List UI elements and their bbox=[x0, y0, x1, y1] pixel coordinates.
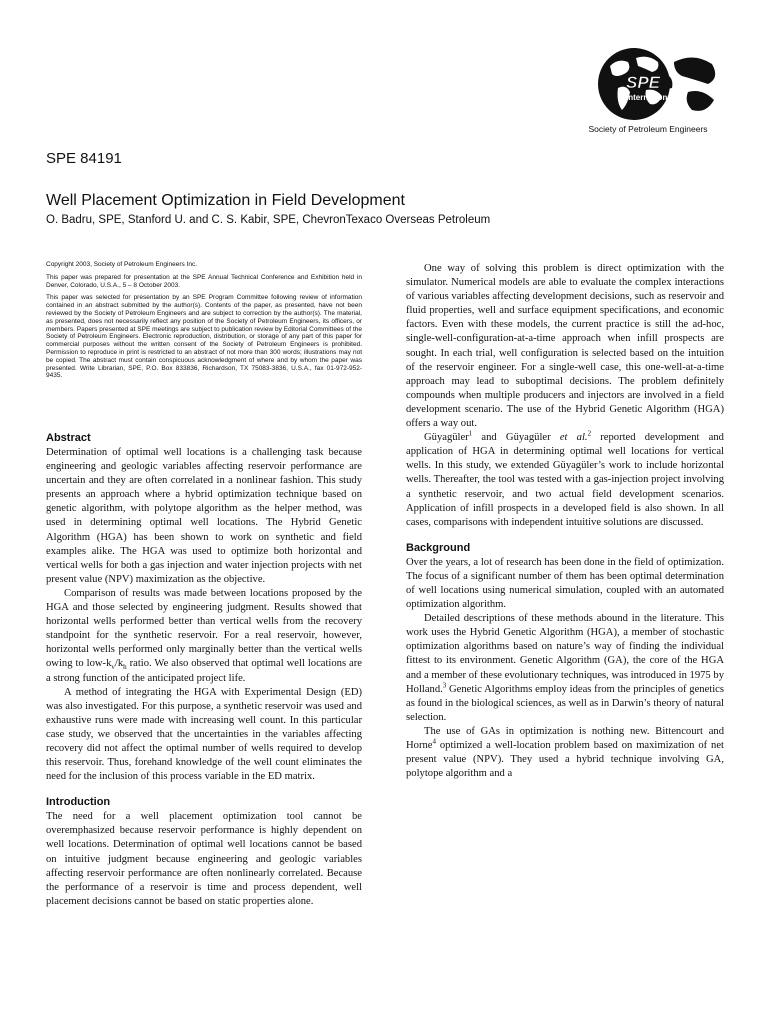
background-heading: Background bbox=[406, 541, 471, 554]
introduction-paragraph-2: One way of solving this problem is direct optimization with the simulator. Numerical models are able to evaluate the complex interactions of various variables affecting development decisions, such as reservoir and fluid properties, well and surface equipment specifications, and economic factors. Even with these models, the current practice is still the ad-hoc, single-well-configuration-at-a-time approach when infill prospects are sought. In each trial, well configuration is selected based on the intuition of the reservoir engineer. For a single-well case, this one-well-at-a-time approach may lead to suboptimal decisions. The problem definitely compounds when multiple producers and injectors are involved in a field development scenario. The use of the Hybrid Genetic Algorithm (HGA) offers a way out. bbox=[406, 263, 724, 430]
paper-title: Well Placement Optimization in Field Development bbox=[46, 192, 405, 209]
left-column bbox=[46, 432, 362, 909]
copyright-notice: Copyright 2003, Society of Petroleum Engineers Inc. bbox=[46, 261, 198, 268]
introduction-paragraph-1: The need for a well placement optimization tool cannot be overemphasized because reservoir performance is highly dependent on well locations. Determination of optimal well locations cannot be based on intuitive judgment because engineering and geologic variables affecting reservoir performance are often nonlinearly correlated. Because the performance of a reservoir is time and process dependent, well placement decisions cannot be based on static properties alone. bbox=[46, 811, 362, 907]
abstract-paragraph-2: Comparison of results was made between locations proposed by the HGA and those selected by engineering judgment. Results showed that horizontal wells performed better than vertical wells from the recovery standpoint for the synthetic reservoir. For a real reservoir, however, horizontal wells performed only marginally better than the vertical wells owing to low-$k_v/k_h$ ratio. We also observed that optimal well locations are a strong function of the anticipated project life. bbox=[46, 587, 362, 684]
background-paragraph-3: The use of GAs in optimization is nothing new. Bittencourt and Horne$^4$ optimized a well-location problem based on maximization of net present value (NPV). They used a hybrid technique involving GA, polytope algorithm and a bbox=[406, 725, 724, 780]
selection-notice: This paper was selected for presentation by an SPE Program Committee following review of information contained in an abstract submitted by the author(s). Contents of the paper, as presented, have not been reviewed by the Society of Petroleum Engineers and are subject to correction by the author(s). The material, as presented, does not necessarily reflect any position of the Society of Petroleum Engineers, its officers, or members. Papers presented at SPE meetings are subject to publication review by Editorial Committees of the Society of Petroleum Engineers. Electronic reproduction, distribution, or storage of any part of this paper for commercial purposes without the written consent of the Society of Petroleum Engineers is prohibited. Permission to reproduce in print is restricted to an abstract of not more than 300 words; illustrations may not be copied. The abstract must contain conspicuous acknowledgment of where and by whom the paper was presented. Write Librarian, SPE, P.O. Box 833836, Richardson, TX 75083-3836, U.S.A., fax 01-972-952-9435. bbox=[46, 294, 362, 380]
background-paragraph-2: Detailed descriptions of these methods abound in the literature. This work uses the Hybrid Genetic Algorithm (HGA), a member of stochastic optimization algorithms based on nature’s way of finding the individual fittest to its environment. Genetic Algorithm (GA), the core of the HGA and a member of these evolutionary techniques, was introduced in 1975 by Holland.$^3$ Genetic Algorithms employ ideas from the principles of genetics as found in the biological sciences, as well as in Darwin’s theory of natural selection. bbox=[406, 613, 724, 723]
front-matter bbox=[46, 261, 362, 385]
paper-number: SPE 84191 bbox=[46, 150, 122, 167]
abstract-paragraph-1: Determination of optimal well locations is a challenging task because engineering and geologic variables affecting reservoir performance are uncertain and they are often correlated in a nonlinear fashion. This study presents an approach where a hybrid optimization technique based on genetic algorithm, with polytope algorithm as the helper method, was used in determining optimal well locations. The Hybrid Genetic Algorithm (HGA) has been shown to work on synthetic and field examples alike. The HGA was used to optimize both horizontal and vertical wells for both a gas injection and water injection projects with net present value (NPV) maximization as the objective. bbox=[46, 447, 362, 585]
globe-logo-icon bbox=[570, 44, 726, 124]
abstract-paragraph-3: A method of integrating the HGA with Experimental Design (ED) was also investigated. For this purpose, a synthetic reservoir was used and exhaustive runs were made with increasing well count. In this particular case study, we observed that the uncertainties in the variables affecting recovery did not affect the optimal number of wells required to develop this reservoir. Thus, forehand knowledge of the well count eliminates the need for the inclusion of this process variable in the ED matrix. bbox=[46, 686, 362, 783]
svg-text:SPE: SPE bbox=[626, 73, 661, 92]
logo-caption: Society of Petroleum Engineers bbox=[588, 124, 708, 134]
right-column bbox=[406, 262, 724, 781]
presentation-notice: This paper was prepared for presentation at the SPE Annual Technical Conference and Exhibition held in Denver, Colorado, U.S.A., 5 – 8 October 2003. bbox=[46, 273, 362, 289]
spe-logo bbox=[570, 44, 726, 140]
background-paragraph-1: Over the years, a lot of research has been done in the field of optimization. The focus of a significant number of them has been optimal determination of well locations using numerical simulation, coupled with an automated optimization algorithm. bbox=[406, 556, 724, 611]
abstract-heading: Abstract bbox=[46, 432, 91, 444]
paper-authors: O. Badru, SPE, Stanford U. and C. S. Kabir, SPE, ChevronTexaco Overseas Petroleum bbox=[46, 214, 491, 226]
introduction-paragraph-3: Güyagüler$^1$ and Güyagüler et al.$^2$ reported development and application of HGA in determining optimal well locations for vertical wells. In this study, we extended Güyagüler’s work to include horizontal wells. Thereafter, the tool was tested with a gas-injection project involving a synthetic reservoir, and two actual field development scenarios. Application of infill prospects in a developed field is also shown. In all cases, comparisons with independent intuitive solutions are discussed. bbox=[406, 429, 724, 528]
svg-text:International: International bbox=[626, 93, 675, 102]
introduction-heading: Introduction bbox=[46, 796, 111, 809]
